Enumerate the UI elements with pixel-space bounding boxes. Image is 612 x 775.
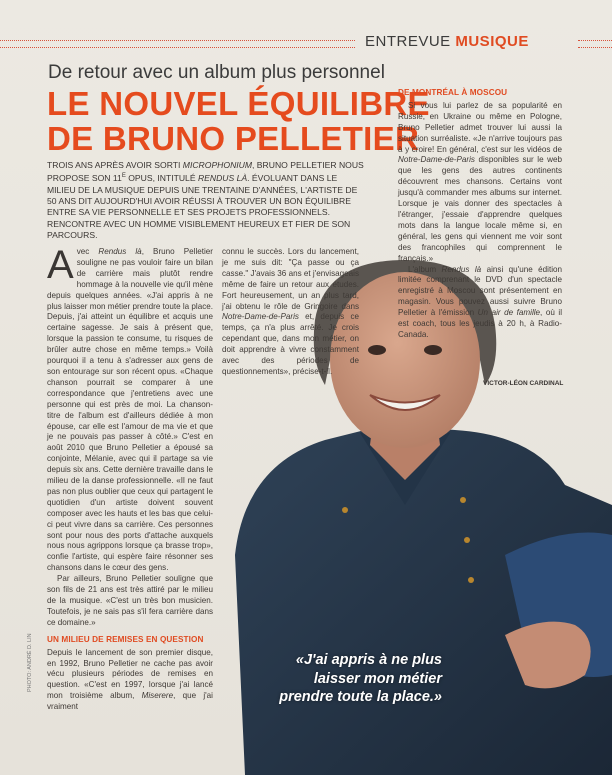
album-title: Rendus là: [441, 264, 482, 274]
article-kicker: De retour avec un album plus personnel: [48, 62, 385, 83]
section-highlight: MUSIQUE: [455, 33, 529, 50]
show-title: Notre-Dame-de-Paris: [222, 312, 299, 322]
photo-credit: PHOTO: ANDRÉ D. LIN: [27, 633, 33, 692]
text: ainsi qu'une édition limitée comprenant le DVD d'un spectacle enregistré à Moscou sont présentement en magasin. Vous pouvez aussi suivre Bruno Pelletier à l'émission: [398, 264, 563, 318]
article-column-1: [47, 243, 214, 713]
subheading: DE MONTRÉAL À MOSCOU: [398, 88, 508, 97]
text: et, depuis ce temps, ça n'a plus arrêté. Je crois cependant que, dans mon métier, on doit apprendre à vivre constamment avec des périodes de questionnements», précise-t-il.: [222, 312, 359, 376]
album-title: Miserere: [141, 691, 174, 701]
paragraph: [222, 247, 359, 378]
text: Si vous lui parlez de sa popularité en Russie, en Ukraine ou même en Pologne, Bruno Pelletier admet trouver lui aussi la situation surréaliste. «Je n'arrive toujours pas à y croire! En général, c'est sur les vidéos de: [398, 100, 562, 154]
article-column-2: [222, 247, 359, 378]
lede-text-1: TROIS ANS APRÈS AVOIR SORTI: [47, 160, 183, 170]
subheading: UN MILIEU DE REMISES EN QUESTION: [47, 634, 204, 644]
article-lede: [47, 160, 365, 242]
text: disponibles sur le web que les gens des autres continents découvrent mes chansons. Certains vont jusqu'à commander mes albums sur internet. Lorsque je vais donner des spectacles à l'étranger, j'essaie d'apprendre quelques mots dans la langue locale même si, en général, les gens qui viennent me voir sont des francophiles qui comprennent le français.»: [398, 155, 562, 263]
paragraph: [47, 243, 214, 574]
author-signature: VICTOR-LÉON CARDINAL: [483, 380, 564, 387]
text: , où il est coach, tous les jeudis à 20 h, à Radio-Canada.: [398, 308, 562, 339]
paragraph: [398, 265, 562, 341]
section-label: [365, 33, 529, 50]
album-title: Rendus là: [98, 247, 142, 256]
lede-album-title: MICROPHONIUM: [182, 160, 253, 170]
text: L'album: [408, 264, 442, 274]
headline-line-2: DE BRUNO PELLETIER: [47, 120, 420, 157]
text: vec: [76, 247, 99, 256]
lede-text-4: . ÉVOLUANT DANS LE MILIEU DE LA MUSIQUE DEPUIS UNE TRENTAINE D'ANNÉES, L'ARTISTE DE 50 ANS DIT AUJOURD'HUI AVOIR RÉUSSI À TROUVER UN BON ÉQUILIBRE ENTRE SA VIE PERSONNELLE ET SES PROJETS PROFESSIONNELS. RENCONTRE AVEC UN HOMME VISIBLEMENT HEUREUX ET FIER DE SON PARCOURS.: [47, 173, 358, 241]
lede-superscript: E: [121, 173, 126, 180]
header-rule-right: [578, 40, 612, 48]
text: , Bruno Pelletier souligne ne pas vouloir faire un bilan de carrière mais plutôt rendre hommage à la nouvelle vie qu'il mène depuis quelques années. «J'ai appris à ne plus laisser mon métier prendre toute la place. Depuis, j'ai atteint un équilibre et acquis une certaine sagesse. Je sais à présent que, lorsque la passion te consume, tu risques de brûler autre chose en même temps.» Voilà pourquoi il a tenu à s'adresser aux gens de son entourage sur son récent opus. «Chaque chanson pourrait se comparer à une correspondance que j'entretiens avec une personne qui est près de moi. La chanson-titre de l'album est d'ailleurs dédiée à mon épouse, car elle est l'amour de ma vie et que je ne pouvais pas passer à côté.» C'est en août 2010 que Bruno Pelletier a épousé sa conjointe, Mélanie, avec qui il partage sa vie depuis six ans. Cette dernière travaille dans le milieu de la danse professionnelle. «Il ne faut pas non plus oublier que ceux qui partagent le quotidien d'un artiste doivent souvent composer avec les hauts et les bas que celui-ci peut vivre dans sa carrière. Ces personnes sont pour nous des ports d'attache auxquels nous nous agrippons lorsque ça brasse trop», confie l'artiste, qui espère faire résonner ses chansons dans le cœur des gens.: [47, 247, 214, 573]
header-rule-left: [0, 40, 355, 48]
paragraph: Par ailleurs, Bruno Pelletier souligne que son fils de 21 ans est très attiré par le milieu de la musique. «C'est un très bon musicien. Toutefois, je ne sais pas s'il fera carrière dans ce domaine.»: [47, 574, 213, 627]
text: , que j'ai vraiment: [47, 691, 213, 712]
lede-album-name: RENDUS LÀ: [197, 173, 248, 184]
paragraph: [398, 101, 562, 265]
text: connu le succès. Lors du lancement, je me suis dit: "Ça passe ou ça casse." J'avais 36 ans et j'envisageais même de faire un retour aux études. Fort heureusement, un an plus tard, j'ai obtenu le rôle de Gringoire dans: [222, 247, 359, 311]
lede-text-3: OPUS, INTITULÉ: [125, 173, 198, 184]
pull-quote: «J'ai appris à ne plus laisser mon métier prendre toute la place.»: [279, 652, 442, 705]
drop-cap: A: [47, 243, 74, 287]
article-column-3: [398, 88, 562, 341]
lede-text-2: , BRUNO PELLETIER NOUS PROPOSE SON 11: [47, 160, 364, 184]
show-title: Notre-Dame-de-Paris: [398, 155, 475, 165]
text: Depuis le lancement de son premier disque, en 1992, Bruno Pelletier ne cache pas avoir vécu plusieurs périodes de remises en question. «C'est en 1997, lorsque j'ai lancé mon troisième album,: [47, 647, 213, 701]
paragraph: [47, 648, 213, 713]
article-headline: [47, 86, 430, 156]
show-title: Un air de famille: [477, 308, 541, 318]
headline-line-1: LE NOUVEL ÉQUILIBRE: [47, 85, 430, 122]
section-prefix: ENTREVUE: [365, 33, 451, 50]
